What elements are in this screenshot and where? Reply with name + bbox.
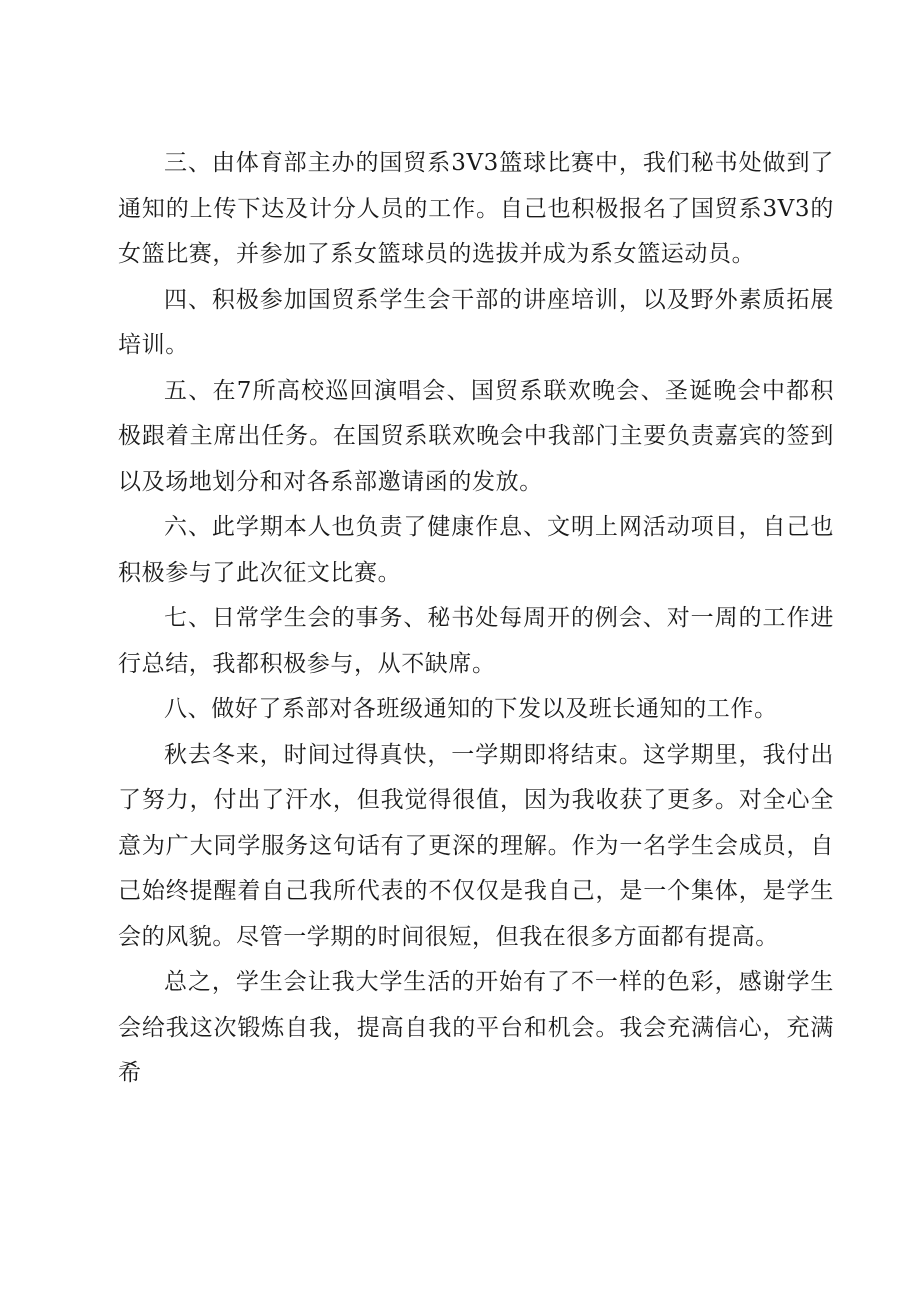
document-body xyxy=(118,141,834,1097)
paragraph-training: 四、积极参加国贸系学生会干部的讲座培训，以及野外素质拓展培训。 xyxy=(118,286,834,358)
paragraph-conclusion: 总之，学生会让我大学生活的开始有了不一样的色彩，感谢学生会给我这次锻炼自我，提高自我的平台和机会。我会充满信心，充满希 xyxy=(118,969,834,1086)
paragraph-basketball: 三、由体育部主办的国贸系3V3篮球比赛中，我们秘书处做到了通知的上传下达及计分人员的工作。自己也积极报名了国贸系3V3的女篮比赛，并参加了系女篮球员的选拔并成为系女篮运动员。 xyxy=(118,150,834,267)
paragraph-reflection: 秋去冬来，时间过得真快，一学期即将结束。这学期里，我付出了努力，付出了汗水，但我觉得很值，因为我收获了更多。对全心全意为广大同学服务这句话有了更深的理解。作为一名学生会成员，自己始终提醒着自己我所代表的不仅仅是我自己，是一个集体，是学生会的风貌。尽管一学期的时间很短，但我在很多方面都有提高。 xyxy=(118,741,834,950)
paragraph-notices: 八、做好了系部对各班级通知的下发以及班长通知的工作。 xyxy=(164,696,778,722)
paragraph-activity-project: 六、此学期本人也负责了健康作息、文明上网活动项目，自己也积极参与了此次征文比赛。 xyxy=(118,514,834,586)
paragraph-daily-affairs: 七、日常学生会的事务、秘书处每周开的例会、对一周的工作进行总结，我都积极参与，从不缺席。 xyxy=(118,605,834,677)
paragraph-events: 五、在7所高校巡回演唱会、国贸系联欢晚会、圣诞晚会中都积极跟着主席出任务。在国贸系联欢晚会中我部门主要负责嘉宾的签到以及场地划分和对各系部邀请函的发放。 xyxy=(118,377,834,495)
